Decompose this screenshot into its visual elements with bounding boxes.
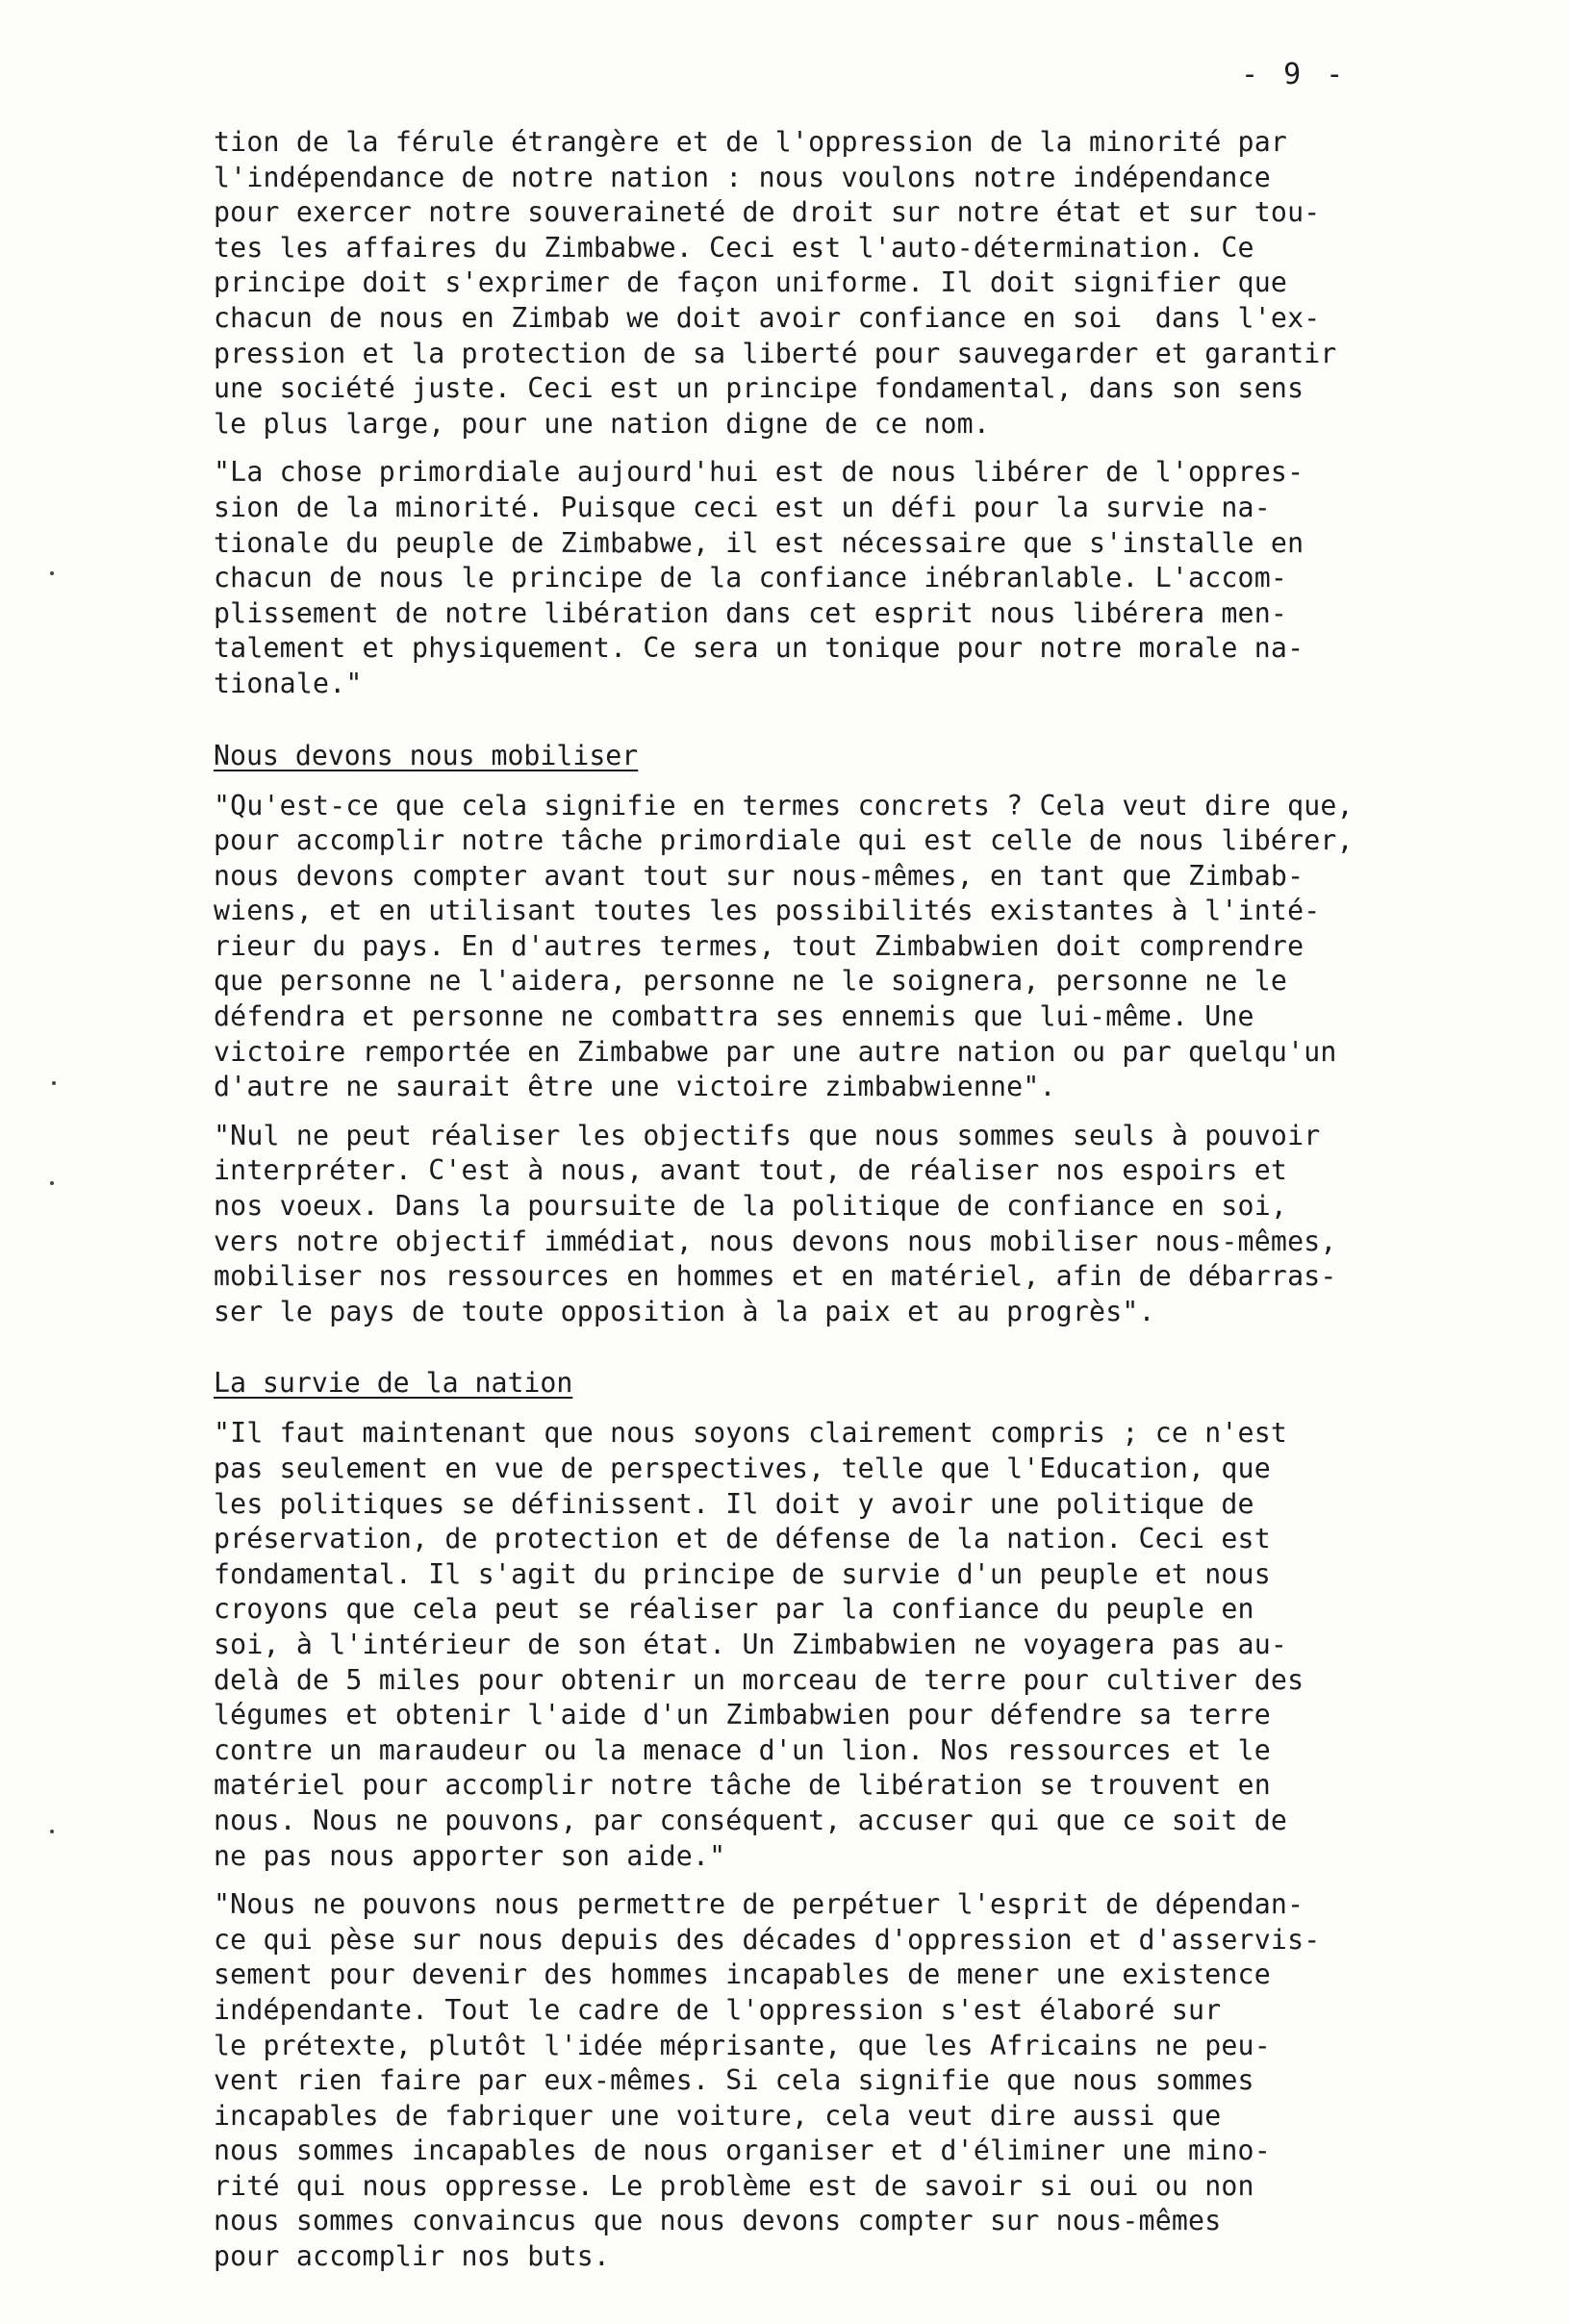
line: rieur du pays. En d'autres termes, tout Zimbabwien doit comprendre	[214, 929, 1304, 962]
line: pour accomplir notre tâche primordiale qui est celle de nous libérer,	[214, 824, 1354, 857]
paragraph-1	[214, 125, 1522, 442]
line: incapables de fabriquer une voiture, cela veut dire aussi que	[214, 2099, 1222, 2132]
line: matériel pour accomplir notre tâche de libération se trouvent en	[214, 1769, 1271, 1802]
line: nous sommes incapables de nous organiser et d'éliminer une mino-	[214, 2135, 1271, 2167]
line: tionale du peuple de Zimbabwe, il est nécessaire que s'installe en	[214, 526, 1304, 559]
line: chacun de nous le principe de la confiance inébranlable. L'accom-	[214, 562, 1288, 594]
line: les politiques se définissent. Il doit y avoir une politique de	[214, 1487, 1254, 1520]
line: interpréter. C'est à nous, avant tout, de réaliser nos espoirs et	[214, 1154, 1288, 1187]
line: nous sommes convaincus que nous devons compter sur nous-mêmes	[214, 2205, 1222, 2237]
section-heading-survie: La survie de la nation	[214, 1367, 573, 1400]
paragraph-5	[214, 1416, 1522, 1874]
line: plissement de notre libération dans cet esprit nous libérera men-	[214, 596, 1288, 629]
line: défendra et personne ne combattra ses ennemis que lui-même. Une	[214, 1000, 1254, 1033]
line: tionale."	[214, 667, 363, 699]
line: nos voeux. Dans la poursuite de la politique de confiance en soi,	[214, 1190, 1288, 1223]
line: le plus large, pour une nation digne de ce nom.	[214, 407, 991, 440]
line: vers notre objectif immédiat, nous devons nous mobiliser nous-mêmes,	[214, 1225, 1337, 1257]
line: "Nous ne pouvons nous permettre de perpétuer l'esprit de dépendan-	[214, 1888, 1304, 1921]
line: pas seulement en vue de perspectives, telle que l'Education, que	[214, 1452, 1271, 1484]
line: croyons que cela peut se réaliser par la confiance du peuple en	[214, 1593, 1254, 1626]
line: rité qui nous oppresse. Le problème est de savoir si oui ou non	[214, 2169, 1254, 2202]
paragraph-6	[214, 1887, 1522, 2275]
line: tion de la férule étrangère et de l'oppression de la minorité par	[214, 126, 1288, 158]
line: une société juste. Ceci est un principe fondamental, dans son sens	[214, 372, 1304, 405]
line: victoire remportée en Zimbabwe par une autre nation ou par quelqu'un	[214, 1035, 1337, 1068]
line: sement pour devenir des hommes incapables de mener une existence	[214, 1958, 1271, 1991]
line: préservation, de protection et de défense de la nation. Ceci est	[214, 1523, 1271, 1555]
scan-speck	[50, 1830, 54, 1833]
line: pour accomplir nos buts.	[214, 2240, 611, 2273]
line: l'indépendance de notre nation : nous voulons notre indépendance	[214, 161, 1271, 193]
line: nous. Nous ne pouvons, par conséquent, accuser qui que ce soit de	[214, 1804, 1288, 1836]
line: vent rien faire par eux-mêmes. Si cela signifie que nous sommes	[214, 2064, 1254, 2097]
line: nous devons compter avant tout sur nous-mêmes, en tant que Zimbab-	[214, 859, 1304, 892]
line: "Il faut maintenant que nous soyons clairement compris ; ce n'est	[214, 1417, 1288, 1450]
line: "La chose primordiale aujourd'hui est de nous libérer de l'oppres-	[214, 456, 1304, 489]
line: "Qu'est-ce que cela signifie en termes concrets ? Cela veut dire que,	[214, 789, 1354, 821]
line: sion de la minorité. Puisque ceci est un défi pour la survie na-	[214, 491, 1271, 523]
line: pour exercer notre souveraineté de droit sur notre état et sur tou-	[214, 196, 1321, 229]
line: "Nul ne peut réaliser les objectifs que nous sommes seuls à pouvoir	[214, 1119, 1321, 1151]
line: soi, à l'intérieur de son état. Un Zimbabwien ne voyagera pas au-	[214, 1628, 1288, 1660]
page-number: - 9 -	[1241, 58, 1348, 91]
line: ce qui pèse sur nous depuis des décades d'oppression et d'asservis-	[214, 1923, 1321, 1956]
line: ser le pays de toute opposition à la paix et au progrès".	[214, 1295, 1155, 1327]
line: wiens, et en utilisant toutes les possibilités existantes à l'inté-	[214, 895, 1321, 927]
line: d'autre ne saurait être une victoire zimbabwienne".	[214, 1071, 1056, 1103]
line: indépendante. Tout le cadre de l'oppression s'est élaboré sur	[214, 1993, 1222, 2026]
paragraph-4	[214, 1119, 1522, 1330]
line: ne pas nous apporter son aide."	[214, 1839, 726, 1872]
line: que personne ne l'aidera, personne ne le soignera, personne ne le	[214, 965, 1288, 998]
line: pression et la protection de sa liberté pour sauvegarder et garantir	[214, 337, 1337, 369]
line: fondamental. Il s'agit du principe de survie d'un peuple et nous	[214, 1557, 1271, 1590]
line: principe doit s'exprimer de façon uniforme. Il doit signifier que	[214, 266, 1288, 299]
paragraph-3	[214, 789, 1522, 1105]
scan-speck	[52, 1081, 56, 1085]
line: contre un maraudeur ou la menace d'un lion. Nos ressources et le	[214, 1733, 1271, 1766]
body-text	[214, 125, 1522, 2275]
paragraph-2	[214, 455, 1522, 701]
scan-speck	[50, 1181, 54, 1185]
line: delà de 5 miles pour obtenir un morceau de terre pour cultiver des	[214, 1663, 1304, 1696]
line: chacun de nous en Zimbab we doit avoir confiance en soi dans l'ex-	[214, 301, 1321, 334]
section-heading-mobiliser: Nous devons nous mobiliser	[214, 739, 639, 771]
line: talement et physiquement. Ce sera un tonique pour notre morale na-	[214, 632, 1304, 665]
line: mobiliser nos ressources en hommes et en matériel, afin de débarras-	[214, 1260, 1337, 1293]
line: le prétexte, plutôt l'idée méprisante, que les Africains ne peu-	[214, 2029, 1271, 2061]
scan-speck	[50, 571, 54, 575]
line: légumes et obtenir l'aide d'un Zimbabwien pour défendre sa terre	[214, 1699, 1271, 1731]
line: tes les affaires du Zimbabwe. Ceci est l'auto-détermination. Ce	[214, 231, 1254, 264]
